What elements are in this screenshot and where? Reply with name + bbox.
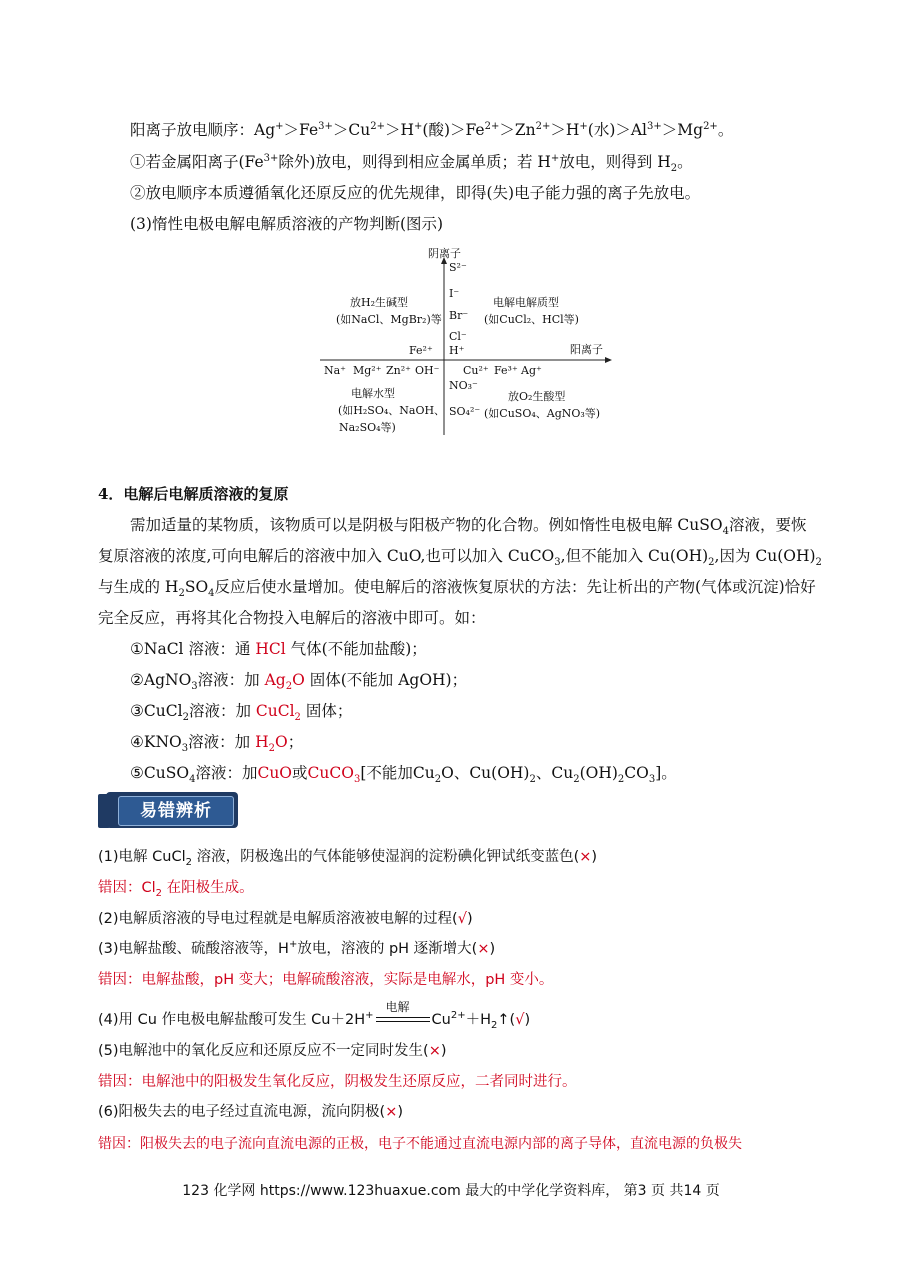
r1s: 2	[155, 887, 163, 899]
i5c: 或	[292, 764, 308, 782]
cation-oh: OH⁻	[415, 364, 440, 377]
i5r2: CuCO	[307, 764, 354, 782]
cation-order-line	[130, 120, 733, 140]
section4-p3	[98, 577, 816, 600]
i5h: CO	[624, 764, 649, 782]
i5b: 溶液：加	[195, 764, 258, 782]
q2-example: (如NaCl、MgBr₂)等	[336, 313, 442, 326]
restore-item-3	[130, 701, 353, 724]
cation-cu: Cu²⁺	[463, 364, 489, 377]
note1-a-sup: 3+	[263, 152, 279, 164]
error-4	[98, 1000, 531, 1031]
i4rs: 2	[268, 743, 275, 755]
q4-example: (如CuSO₄、AgNO₃等)	[484, 407, 601, 420]
p2-sub2: 2	[708, 557, 715, 569]
p3-sub: 2	[178, 588, 185, 600]
e4s2: 2+	[450, 1010, 466, 1022]
i5a: ⑤CuSO	[130, 764, 190, 782]
p3a: 与生成的 H	[98, 578, 179, 596]
e1c: )	[591, 849, 598, 865]
restore-item-1	[130, 639, 427, 659]
e4e: )	[524, 1012, 531, 1028]
cation-order-label: 阳离子放电顺序：	[130, 121, 255, 139]
note-2: ②放电顺序本质遵循氧化还原反应的优先规律，即得(失)电子能力强的离子先放电。	[130, 184, 701, 202]
anion-no3: NO₃⁻	[449, 379, 478, 392]
i2b: 溶液：加	[197, 671, 265, 689]
e4-mark: √	[515, 1012, 525, 1028]
e3-mark: ×	[477, 941, 490, 957]
e2c: )	[466, 911, 473, 927]
seq-13: +	[579, 120, 588, 132]
error-6	[98, 1102, 403, 1122]
p3-sub2: 4	[208, 588, 215, 600]
cation-fe2: Fe²⁺	[409, 344, 433, 357]
i4b: 溶液：加	[188, 733, 256, 751]
e6c: )	[397, 1104, 404, 1120]
error-5	[98, 1041, 447, 1061]
note1-a: ①若金属阳离子(Fe	[130, 153, 264, 171]
seq-16: ＞Mg	[661, 121, 704, 139]
anion-cl: Cl⁻	[449, 330, 467, 343]
seq-10: ＞Zn	[499, 121, 536, 139]
y-axis-label: 阴离子	[428, 247, 461, 260]
e4a: (4)用 Cu 作电极电解盐酸可发生 Cu＋2H	[98, 1012, 366, 1028]
i3b: 溶液：加	[188, 702, 256, 720]
note-1	[130, 152, 693, 175]
seq-11: 2+	[535, 120, 551, 132]
i4r: H	[255, 733, 269, 751]
e5a: (5)电解池中的氧化反应和还原反应不一定同时发生(	[98, 1043, 429, 1059]
note1-c-sub: 2	[670, 163, 678, 175]
note1-b-sup: +	[550, 152, 560, 164]
i5i: ]。	[655, 764, 677, 782]
e4d: ↑(	[497, 1012, 516, 1028]
electrolysis-arrow	[374, 1000, 432, 1027]
e1a: (1)电解 CuCl	[98, 849, 186, 865]
i3c: 固体；	[300, 702, 353, 720]
e1s: 2	[185, 856, 192, 868]
i4c: ；	[287, 733, 304, 751]
p1-text: 需加适量的某物质，该物质可以是阴极与阳极产物的化合物。例如惰性电极电解 CuSO	[130, 516, 723, 534]
note-3: (3)惰性电极电解电解质溶液的产物判断(图示)	[130, 215, 444, 233]
i5rs: 3	[353, 774, 361, 786]
anion-s: S²⁻	[449, 261, 467, 274]
i5gs: 2	[617, 774, 625, 786]
reason-3: 错因：电解盐酸，pH 变大；电解硫酸溶液，实际是电解水，pH 变小。	[98, 972, 554, 988]
q1-title: 电解电解质型	[493, 296, 559, 309]
restore-item-2	[130, 670, 468, 693]
restore-item-4	[130, 732, 304, 755]
discharge-quadrant-diagram	[316, 245, 616, 440]
seq-15: 3+	[647, 120, 662, 132]
error-2	[98, 909, 473, 929]
i4a: ④KNO	[130, 733, 182, 751]
seq-18: 。	[717, 121, 734, 139]
note1-b: 除外)放电，则得到相应金属单质；若 H	[278, 153, 551, 171]
i2r2: O	[292, 671, 305, 689]
e3c: )	[489, 941, 496, 957]
anion-h: H⁺	[449, 344, 465, 357]
anion-i: I⁻	[449, 287, 460, 300]
i5ds: 2	[434, 774, 442, 786]
reason-6: 错因：阳极失去的电子流向直流电源的正极，电子不能通过直流电源内部的离子导体，直流电源的负极失	[98, 1136, 742, 1152]
i4s: 3	[181, 743, 189, 755]
e3b: 放电，溶液的 pH 逐渐增大(	[297, 941, 478, 957]
seq-5: 2+	[370, 120, 385, 132]
seq-8: (酸)＞Fe	[422, 121, 485, 139]
i1a: ①NaCl 溶液：通	[130, 640, 256, 658]
seq-9: 2+	[484, 120, 500, 132]
e2-mark: √	[457, 911, 467, 927]
equals-line-bottom	[376, 1021, 430, 1022]
note1-c: 放电，则得到 H	[559, 153, 671, 171]
i3r: CuCl	[255, 702, 295, 720]
seq-4: ＞Cu	[332, 121, 371, 139]
section4-p1	[130, 515, 807, 538]
i2s: 3	[191, 681, 198, 693]
q3-title: 电解水型	[351, 387, 395, 400]
badge-label: 易错辨析	[118, 796, 234, 826]
e2a: (2)电解质溶液的导电过程就是电解质溶液被电解的过程(	[98, 911, 458, 927]
i5g: (OH)	[579, 764, 618, 782]
i5hs: 3	[648, 774, 656, 786]
q3-example-1: (如H₂SO₄、NaOH、	[338, 404, 446, 417]
i1b: 气体(不能加盐酸)；	[285, 640, 427, 658]
x-axis-arrow-icon	[605, 357, 612, 363]
e4b: Cu	[431, 1012, 451, 1028]
seq-12: ＞H	[550, 121, 580, 139]
seq-6: ＞H	[384, 121, 414, 139]
x-axis-label: 阳离子	[570, 343, 603, 356]
seq-7: +	[414, 120, 423, 132]
cation-zn: Zn²⁺	[386, 364, 411, 377]
e3s: +	[288, 939, 298, 951]
page-footer: 123 化学网 https://www.123huaxue.com 最大的中学化学资料库， 第3 页 共14 页	[182, 1183, 720, 1199]
e1-mark: ×	[579, 849, 592, 865]
error-1	[98, 847, 597, 867]
i3rs: 2	[294, 712, 301, 724]
e5c: )	[440, 1043, 447, 1059]
cation-mg: Mg²⁺	[353, 364, 382, 377]
i2rs: 2	[285, 681, 293, 693]
seq-17: 2+	[703, 120, 718, 132]
q1-example: (如CuCl₂、HCl等)	[484, 313, 579, 326]
e4-over: 电解	[385, 1000, 410, 1014]
p2c: ,因为 Cu(OH)	[714, 547, 816, 565]
e4c: ＋H	[465, 1012, 491, 1028]
section4-p4: 完全反应，再将其化合物投入电解后的溶液中即可。如：	[98, 609, 486, 627]
i2r: Ag	[264, 671, 286, 689]
e4s3: 2	[491, 1019, 498, 1031]
section4-title: 4．电解后电解质溶液的复原	[98, 485, 289, 503]
p2-sub: 3	[554, 557, 561, 569]
section4-p2	[98, 546, 822, 569]
cation-ag: Ag⁺	[521, 364, 542, 377]
i2c: 固体(不能加 AgOH)；	[304, 671, 468, 689]
p3b: SO	[184, 578, 209, 596]
reason-5: 错因：电解池中的阳极发生氧化反应，阴极发生还原反应，二者同时进行。	[98, 1074, 577, 1090]
q4-title: 放O₂生酸型	[508, 390, 566, 403]
e1b: 溶液，阴极逸出的气体能够使湿润的淀粉碘化钾试纸变蓝色(	[192, 849, 580, 865]
seq-3: 3+	[318, 120, 333, 132]
seq-1: +	[275, 120, 284, 132]
anion-so4: SO₄²⁻	[449, 405, 481, 418]
p3c: 反应后使水量增加。使电解后的溶液恢复原状的方法：先让析出的产物(气体或沉淀)恰好	[214, 578, 816, 596]
p2b: ,但不能加入 Cu(OH)	[560, 547, 709, 565]
i2a: ②AgNO	[130, 671, 192, 689]
cation-na: Na⁺	[324, 364, 346, 377]
note1-d: 。	[677, 153, 693, 171]
i5f: 、Cu	[535, 764, 574, 782]
error-3	[98, 939, 495, 959]
e6-mark: ×	[385, 1104, 398, 1120]
i3s: 2	[182, 712, 189, 724]
restore-item-5	[130, 763, 677, 786]
equals-line-top	[376, 1017, 430, 1018]
i1r: HCl	[255, 640, 286, 658]
cation-fe3: Fe³⁺	[494, 364, 518, 377]
r1a: 错因：Cl	[98, 880, 156, 896]
p2-sub3: 2	[815, 557, 822, 569]
q3-example-2: Na₂SO₄等)	[339, 421, 396, 434]
i5s: 4	[189, 774, 196, 786]
e4s: +	[365, 1010, 374, 1022]
anion-br: Br⁻	[449, 309, 469, 322]
i5d: [不能加Cu	[360, 764, 435, 782]
i5fs: 2	[573, 774, 580, 786]
r1b: 在阳极生成。	[162, 880, 254, 896]
i5r: CuO	[257, 764, 293, 782]
e5-mark: ×	[428, 1043, 441, 1059]
p2a: 复原溶液的浓度,可向电解后的溶液中加入 CuO,也可以加入 CuCO	[98, 547, 555, 565]
seq-14: (水)＞Al	[587, 121, 648, 139]
i5es: 2	[529, 774, 536, 786]
reason-1	[98, 878, 254, 898]
q2-title: 放H₂生碱型	[350, 296, 409, 309]
e3a: (3)电解盐酸、硫酸溶液等，H	[98, 941, 289, 957]
i4r2: O	[274, 733, 288, 751]
seq-2: ＞Fe	[283, 121, 319, 139]
seq-0: Ag	[254, 121, 276, 139]
e6a: (6)阳极失去的电子经过直流电源，流向阴极(	[98, 1104, 386, 1120]
p1-sub: 4	[722, 526, 729, 538]
i5e: O、Cu(OH)	[441, 764, 530, 782]
error-analysis-badge	[98, 792, 240, 830]
i3a: ③CuCl	[130, 702, 183, 720]
p1-end: 溶液，要恢	[728, 516, 807, 534]
